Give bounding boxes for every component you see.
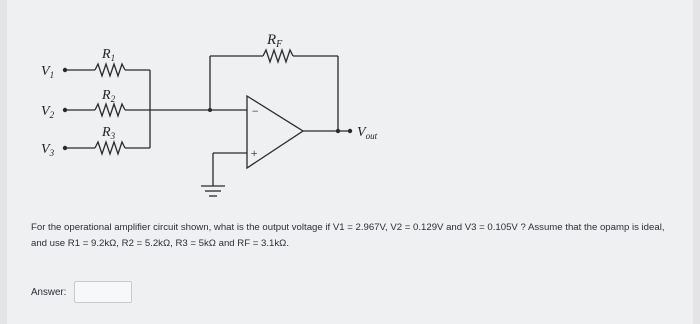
r3-label: $R_3$	[102, 125, 116, 141]
r3-resistor	[95, 142, 125, 154]
question-text: For the operational amplifier circuit shown, what is the output voltage if V1 = 2.967V, V2 = 0.129V and V3 = 0.105V ? Assume that the opamp is ideal, and use R1 = 9.2kΩ, R2 = 5.2kΩ, R3 = 5kΩ and RF = 3.1kΩ.	[31, 222, 665, 249]
rf-resistor	[263, 50, 293, 62]
answer-row	[31, 281, 132, 303]
noninverting-input-sign: +	[250, 146, 259, 160]
v1-label: $V_1$	[41, 64, 55, 80]
answer-label: Answer:	[31, 286, 67, 298]
rf-label: $R_F$	[267, 32, 283, 50]
answer-input[interactable]	[74, 281, 132, 303]
r1-label: $R_1$	[102, 47, 116, 63]
v3-label: $V_3$	[41, 142, 55, 158]
v2-label: $V_2$	[41, 104, 55, 120]
r2-label: $R_2$	[102, 88, 116, 104]
opamp-circuit-diagram	[35, 18, 395, 208]
r2-resistor	[95, 104, 125, 116]
question-card	[7, 0, 693, 324]
inverting-input-sign: −	[251, 104, 260, 118]
r1-resistor	[95, 64, 125, 76]
vout-label: $V_{out}$	[357, 125, 378, 141]
